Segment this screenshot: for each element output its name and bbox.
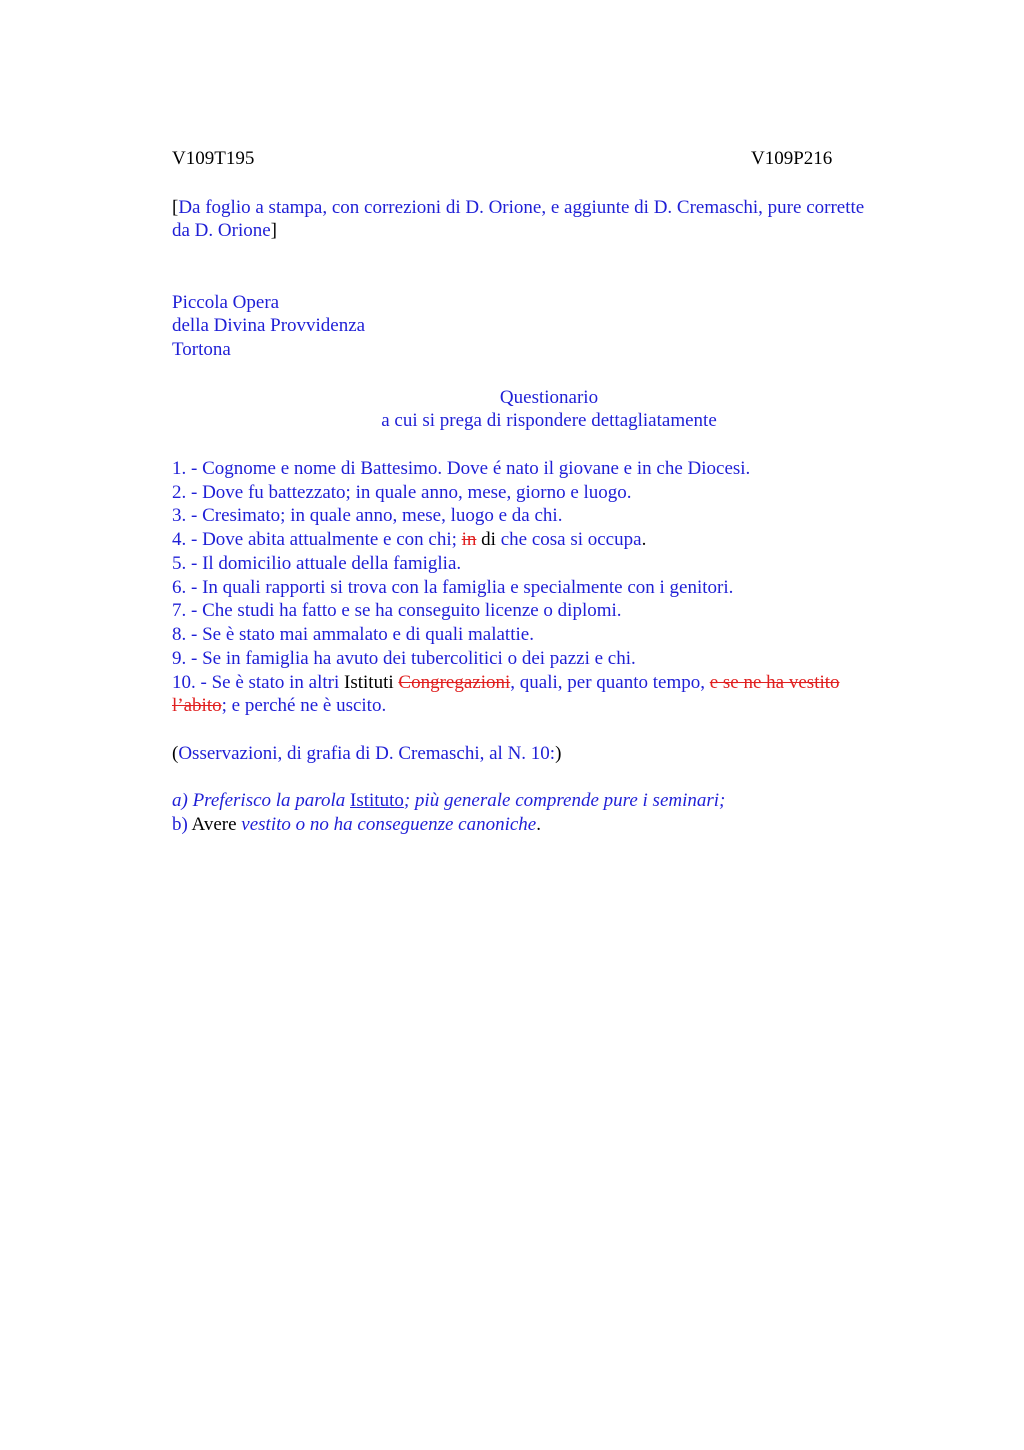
editorial-note-text: Da foglio a stampa, con correzioni di D. Orione, e aggiunte di D. Cremaschi, pure corrette — [178, 197, 865, 218]
added-text: Istituti — [344, 672, 394, 693]
added-text: di — [476, 529, 496, 550]
editorial-note-line-2 — [172, 219, 277, 243]
question-1: 1. - Cognome e nome di Battesimo. Dove é nato il giovane e in che Diocesi. — [172, 458, 751, 479]
struck-text: in — [461, 529, 477, 550]
question-2: 2. - Dove fu battezzato; in quale anno, mese, giorno e luogo. — [172, 482, 632, 503]
question-5: 5. - Il domicilio attuale della famiglia. — [172, 553, 462, 574]
institution-line-1: Piccola Opera — [172, 292, 280, 313]
question-10-line-2: l’abito; e perché ne è uscito. — [172, 695, 387, 716]
editorial-note-line-1 — [172, 196, 864, 220]
question-7: 7. - Che studi ha fatto e se ha conseguito licenze o diplomi. — [172, 600, 622, 621]
editorial-note-text-cont: da D. Orione — [172, 220, 271, 241]
header-right-code: V109P216 — [751, 148, 833, 169]
question-3: 3. - Cresimato; in quale anno, mese, luogo e da chi. — [172, 505, 563, 526]
note-a: a) Preferisco la parola Istituto; più generale comprende pure i seminari; — [172, 790, 726, 811]
title: Questionario — [499, 387, 599, 408]
subtitle: a cui si prega di rispondere dettagliatamente — [381, 410, 717, 431]
struck-text: l’abito — [172, 695, 222, 716]
question-4: 4. - Dove abita attualmente e con chi; in di che cosa si occupa. — [172, 529, 647, 550]
bracket-close: ] — [270, 220, 277, 241]
note-b: b) Avere vestito o no ha conseguenze canoniche. — [172, 814, 541, 835]
question-8: 8. - Se è stato mai ammalato e di quali malattie. — [172, 624, 534, 645]
question-10-line-1: 10. - Se è stato in altri Istituti Congregazioni, quali, per quanto tempo, e se ne ha vestito — [172, 672, 840, 693]
struck-text: e se ne ha vestito — [709, 672, 840, 693]
institution-line-3: Tortona — [172, 339, 231, 360]
underlined-word: Istituto — [350, 790, 404, 811]
bracket-open: [ — [172, 197, 179, 218]
question-6: 6. - In quali rapporti si trova con la famiglia e specialmente con i genitori. — [172, 577, 734, 598]
observations-heading: (Osservazioni, di grafia di D. Cremaschi, al N. 10:) — [172, 743, 562, 764]
header-left-code: V109T195 — [172, 148, 255, 169]
question-9: 9. - Se in famiglia ha avuto dei tubercolitici o dei pazzi e chi. — [172, 648, 636, 669]
struck-text: Congregazioni — [398, 672, 511, 693]
institution-line-2: della Divina Provvidenza — [172, 315, 366, 336]
